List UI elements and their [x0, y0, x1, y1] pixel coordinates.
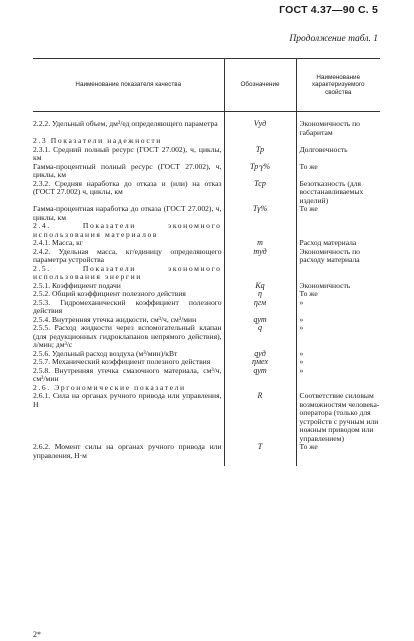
- symbol-cell: q: [224, 324, 296, 350]
- symbol-cell: qуд: [224, 350, 296, 359]
- indicator-name-cell: 2.3 Показатели надежности: [33, 136, 162, 145]
- symbol-cell: Тγ%: [224, 205, 296, 222]
- property-cell: »: [299, 357, 304, 366]
- table-row: [33, 205, 380, 222]
- property-cell: Соответствие силовым возможностям человека-оператора (только для устройств с ручным или ножным приводом или управлением): [299, 391, 380, 443]
- table-row: [33, 324, 380, 350]
- symbol-cell: qут: [224, 316, 296, 325]
- indicator-name-cell: 2.3.2. Средняя наработка до отказа и (или) на отказ (ГОСТ 27.002) ч, циклы, км: [33, 178, 222, 196]
- property-cell: То же: [299, 204, 318, 213]
- symbol-cell: Тр·γ%: [224, 163, 296, 180]
- indicator-name-cell: 2.5.5. Расход жидкости через вспомогательный клапан (для редукционных гидроклапанов непрямого действия), л/мин; дм³/с: [33, 323, 222, 349]
- indicator-name-cell: 2.6. Эргономические показатели: [33, 382, 186, 392]
- symbol-cell: ηгм: [224, 299, 296, 316]
- standard-designation: ГОСТ 4.37—90 С. 5: [279, 4, 378, 16]
- indicator-name-cell: 2.5.7. Механический коэффициент полезного действия: [33, 357, 211, 366]
- table-body: [33, 112, 380, 467]
- column-header-symbol: Обозначение: [224, 59, 296, 112]
- indicator-name-cell: 2.5.4. Внутренняя утечка жидкости, см³/ч, см³/мин: [33, 314, 197, 324]
- table-row: [33, 146, 380, 163]
- table-row: [33, 180, 380, 206]
- property-cell: То же: [299, 442, 318, 451]
- table-row: [33, 248, 380, 265]
- property-cell: Долговечность: [299, 144, 348, 154]
- indicator-name-cell: 2.2.2. Удельный объем, дм³/ед определяющего параметра: [33, 119, 218, 128]
- indicator-name-cell: 2.5. Показатели экономного использования энергии: [33, 263, 222, 281]
- indicator-name-cell: 2.5.1. Коэффициент подачи: [33, 280, 121, 290]
- table-row: [33, 443, 380, 466]
- table-row: [33, 222, 380, 239]
- symbol-cell: [224, 222, 296, 239]
- symbol-cell: m: [224, 239, 296, 248]
- property-cell: То же: [299, 289, 318, 298]
- table-continuation-label: Продолжение табл. 1: [289, 34, 378, 44]
- table-row: [33, 367, 380, 384]
- table-row: [33, 265, 380, 282]
- indicator-name-cell: 2.4. Показатели экономного использования материалов: [33, 221, 222, 239]
- indicator-name-cell: 2.6.1. Сила на органах ручного привода или управления, Н: [33, 391, 222, 409]
- indicator-name-cell: 2.5.2. Общий коэффициент полезного действия: [33, 289, 186, 298]
- indicator-name-cell: 2.6.2. Момент силы на органах ручного привода или управления, Н·м: [33, 442, 222, 460]
- table-row: [33, 163, 380, 180]
- property-cell: »: [299, 314, 304, 324]
- symbol-cell: Кq: [224, 282, 296, 291]
- indicator-name-cell: 2.5.8. Внутренняя утечка смазочного материала, см³/ч, см³/мин: [33, 365, 222, 383]
- property-cell: [296, 222, 380, 239]
- symbol-cell: η: [224, 290, 296, 299]
- property-cell: Экономичность по габаритам: [299, 119, 360, 137]
- column-header-indicator-name: Наименование показателя качества: [33, 59, 224, 112]
- property-cell: Экономичность: [299, 280, 351, 290]
- indicator-name-cell: Гамма-процентный полный ресурс (ГОСТ 27.002), ч, циклы, км: [33, 161, 222, 179]
- symbol-cell: qут: [224, 367, 296, 384]
- symbol-cell: Тср: [224, 180, 296, 206]
- table-header-row: [33, 59, 380, 112]
- page-number: 2*: [33, 630, 41, 639]
- symbol-cell: R: [224, 392, 296, 443]
- property-cell: Безотказность (для восстанавливаемых изделий): [299, 178, 364, 205]
- property-cell: Расход материала: [299, 238, 357, 247]
- column-header-property: Наименование характеризуемого свойства: [296, 59, 380, 112]
- indicator-name-cell: 2.3.1. Средний полный ресурс (ГОСТ 27.002), ч, циклы, км: [33, 144, 222, 162]
- symbol-cell: ηмех: [224, 358, 296, 367]
- symbol-cell: T: [224, 443, 296, 466]
- symbol-cell: Тр: [224, 146, 296, 163]
- indicator-name-cell: 2.5.6. Удельный расход воздуха (м³/мин)/кВт: [33, 348, 178, 358]
- property-cell: [296, 265, 380, 282]
- property-cell: »: [299, 365, 304, 375]
- symbol-cell: Vуд: [224, 112, 296, 138]
- indicator-name-cell: Гамма-процентная наработка до отказа (ГОСТ 27.002), ч, циклы, км: [33, 204, 222, 222]
- property-cell: »: [299, 297, 304, 307]
- property-cell: »: [299, 323, 304, 332]
- indicator-name-cell: 2.4.2. Удельная масса, кг/единицу определяющего параметра устройства: [33, 246, 222, 264]
- symbol-cell: mуд: [224, 248, 296, 265]
- indicator-name-cell: 2.5.3. Гидромеханический коэффициент полезного действия: [33, 297, 222, 315]
- indicator-name-cell: 2.4.1. Масса, кг: [33, 238, 83, 247]
- table-row: [33, 112, 380, 138]
- symbol-cell: [224, 265, 296, 282]
- quality-indicators-table: [33, 58, 380, 466]
- property-cell: Экономичность по расходу материала: [299, 246, 360, 264]
- property-cell: »: [299, 348, 304, 358]
- property-cell: То же: [299, 161, 318, 171]
- table-row: [33, 392, 380, 443]
- table-row: [33, 299, 380, 316]
